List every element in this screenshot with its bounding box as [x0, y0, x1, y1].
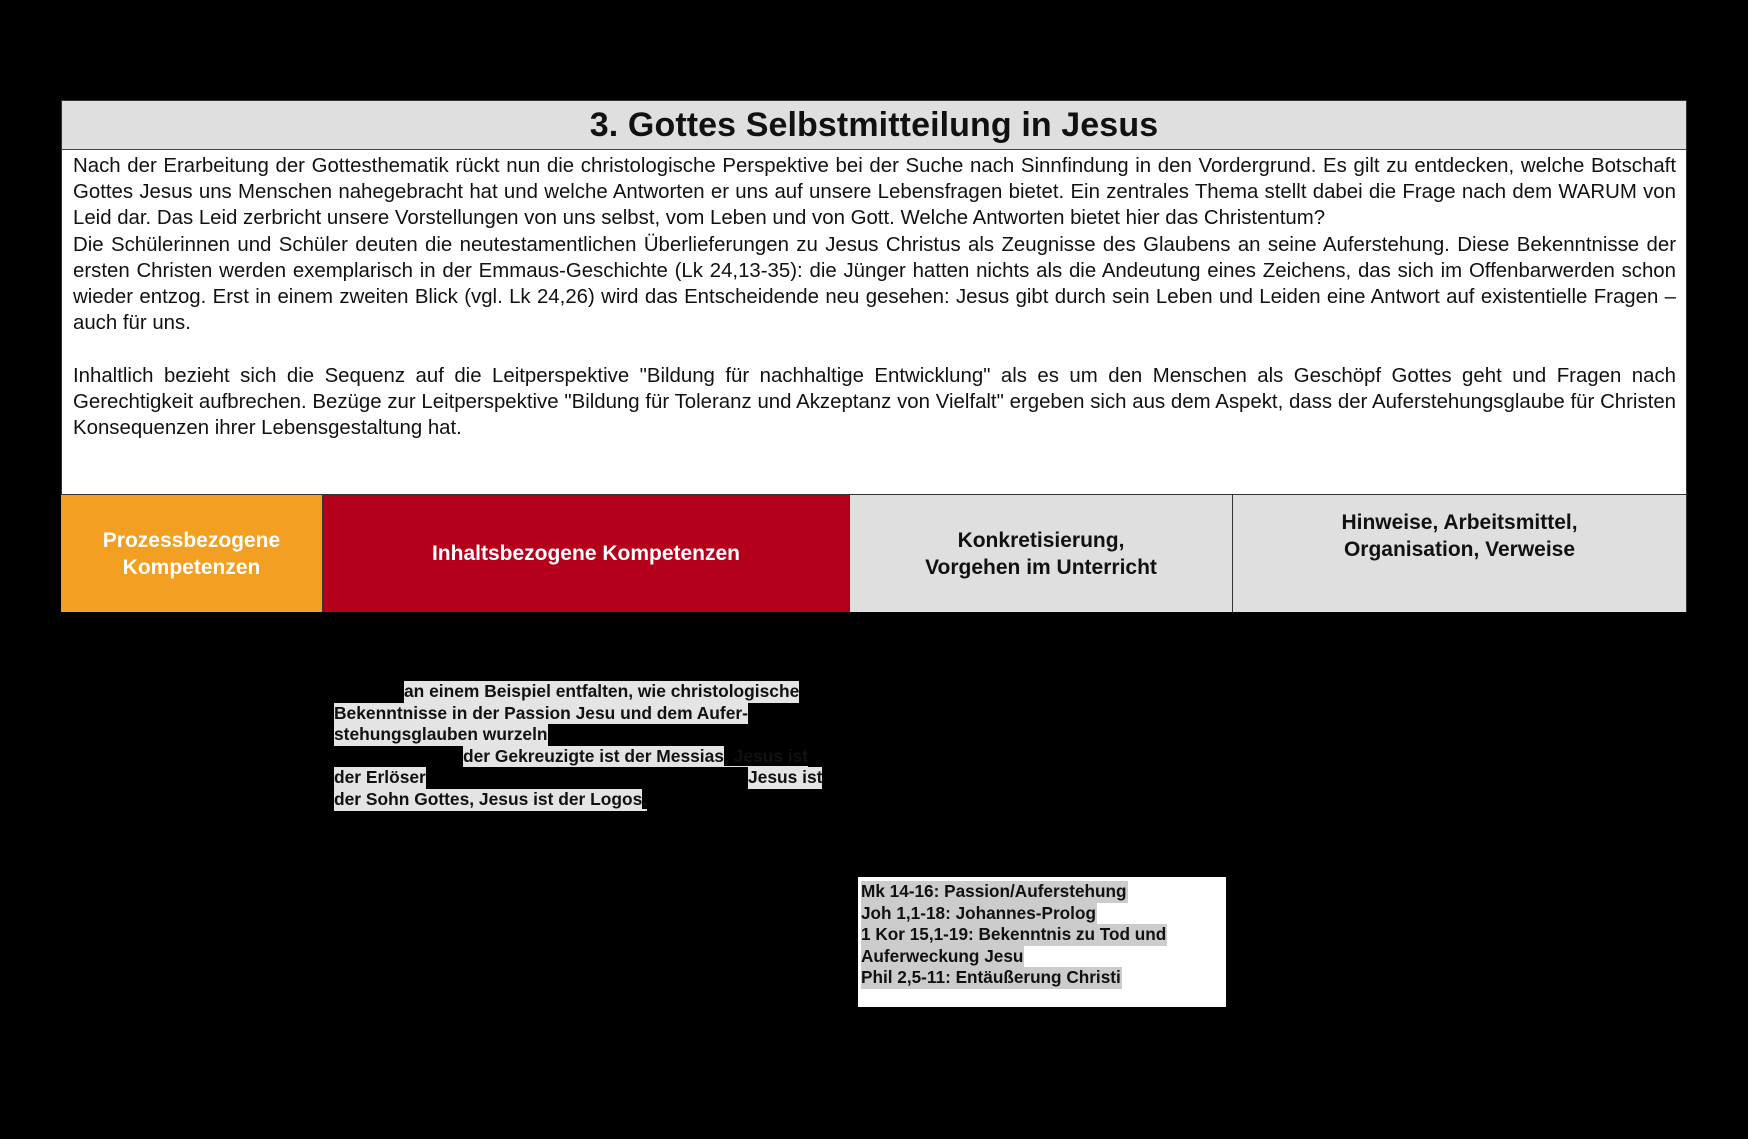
intro-paragraph-2: Die Schülerinnen und Schüler deuten die neutestamentlichen Überlieferungen zu Jesus Christus als Zeugnisse des Glaubens an seine Auferstehung. Diese Bekenntnisse der ersten Christen werden exemplarisch in der Emmaus-Geschichte (Lk 24,13-35): die Jünger hatten nichts als die Andeutung eines Zeichens, das sich im Offenbarwerden schon wieder entzog. Erst in einem zweiten Blick (vgl. Lk 24,26) wird das Entscheidende neu gesehen: Jesus gibt durch sein Leben und Leiden eine Antwort auf existentielle Fragen – auch für uns.: [73, 233, 1676, 335]
column-header-row: [61, 494, 1687, 612]
highlighted-text: Jesus ist: [748, 767, 823, 788]
highlighted-text-part: , Jesus ist: [723, 745, 809, 766]
highlighted-text: [463, 746, 808, 768]
column-header-label: Konkretisierung,: [957, 528, 1125, 552]
highlighted-text-part: der Sohn Gottes, Jesus ist der Logos: [334, 788, 643, 809]
curriculum-sheet: [61, 100, 1687, 612]
intro-paragraph-1: Nach der Erarbeitung der Gottesthematik rückt nun die christologische Perspektive bei der Suche nach Sinnfindung in den Vordergrund. Es gilt zu entdecken, welche Botschaft Gottes Jesus uns Menschen nahegebracht hat und welche Antworten er uns auf unsere Lebensfragen bietet. Ein zentrales Thema stellt dabei die Frage nach dem WARUM von Leid dar. Das Leid zerbricht unsere Vorstellungen von uns selbst, vom Leben und von Gott. Welche Antworten bietet hier das Christentum?: [73, 155, 1676, 230]
column-header-label: Hinweise, Arbeitsmittel,: [1341, 511, 1578, 534]
highlighted-text: stehungsglauben wurzeln: [334, 724, 548, 745]
column-header-concretization: [850, 495, 1233, 612]
bible-reference: Mk 14-16: Passion/Auferstehung: [861, 881, 1127, 901]
bible-reference: Joh 1,1-18: Johannes-Prolog: [861, 902, 1096, 923]
highlighted-text-part: ,: [642, 788, 648, 809]
intro-text: [61, 150, 1687, 494]
column-header-notes: [1233, 495, 1687, 612]
bible-references-box: [858, 877, 1226, 1007]
column-header-content-competences: [323, 495, 850, 612]
column-header-label: Organisation, Verweise: [1343, 538, 1576, 561]
highlighted-text-part: der Gekreuzigte ist der Messias: [463, 745, 724, 766]
intro-paragraph-3: Inhaltlich bezieht sich die Sequenz auf die Leitperspektive "Bildung für nachhaltige Entwicklung" als es um den Menschen als Geschöpf Gottes geht und Fragen nach Gerechtigkeit aufbrechen. Bezüge zur Leitperspektive "Bildung für Toleranz und Akzeptanz von Vielfalt" ergeben sich aus dem Aspekt, dass der Auferstehungsglaube für Christen Konsequenzen ihrer Lebensgestaltung hat.: [73, 364, 1676, 440]
bible-reference: Phil 2,5-11: Entäußerung Christi: [861, 967, 1121, 987]
bible-reference: 1 Kor 15,1-19: Bekenntnis zu Tod und: [861, 924, 1167, 944]
column-header-label: Kompetenzen: [122, 555, 261, 579]
column-header-label: Inhaltsbezogene Kompetenzen: [431, 542, 741, 565]
column-header-label: Prozessbezogene: [102, 528, 281, 552]
page-title: 3. Gottes Selbstmitteilung in Jesus: [589, 105, 1159, 144]
bible-reference: Auferweckung Jesu: [861, 945, 1024, 966]
highlighted-text: der Erlöser: [334, 767, 426, 788]
highlighted-text: an einem Beispiel entfalten, wie christologische: [404, 681, 800, 701]
column-header-process-competences: [61, 495, 323, 612]
column-header-label: Vorgehen im Unterricht: [925, 555, 1157, 579]
highlighted-text: [334, 789, 647, 811]
title-bar: [61, 100, 1687, 150]
highlighted-text: Bekenntnisse in der Passion Jesu und dem Aufer-: [334, 702, 748, 723]
